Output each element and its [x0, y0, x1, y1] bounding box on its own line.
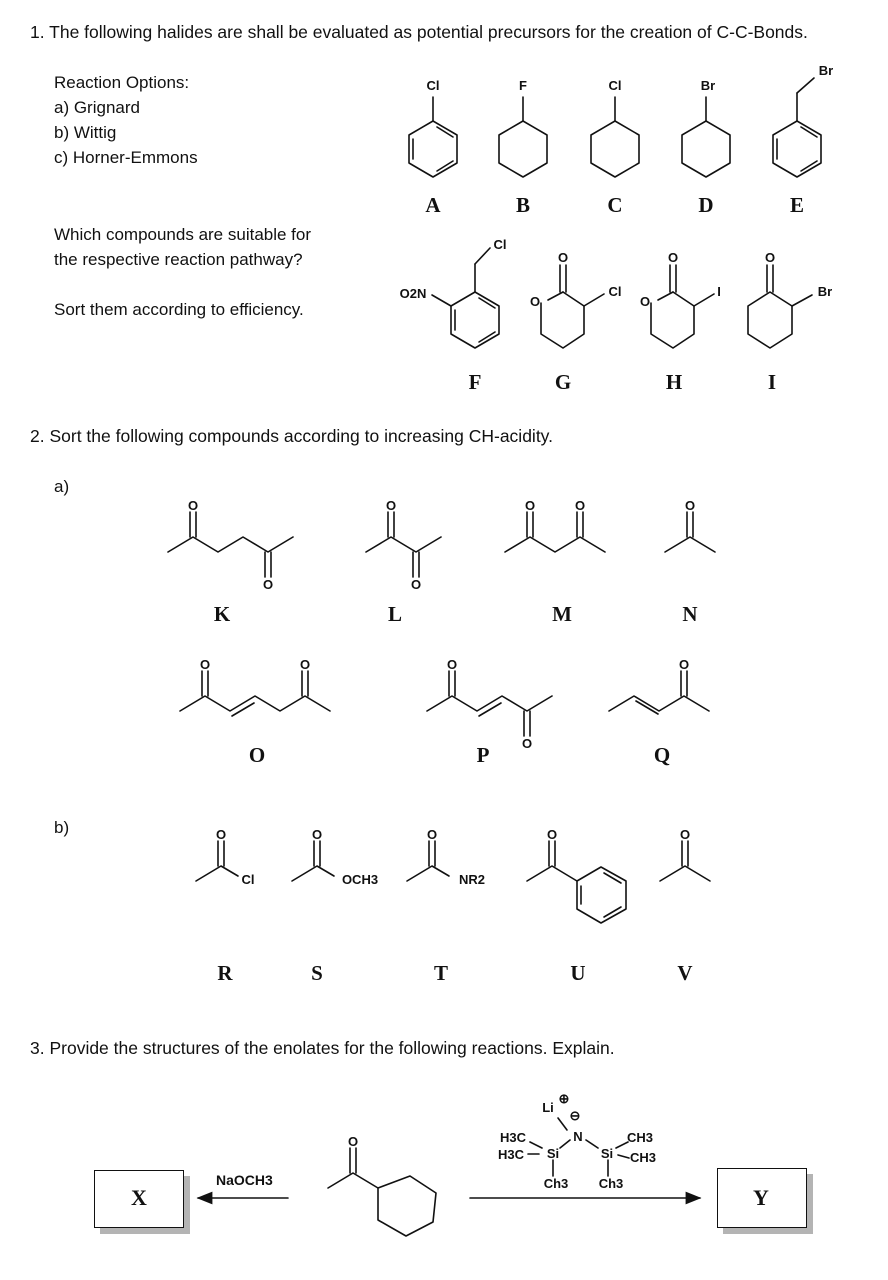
- atom-h3c-top: H3C: [499, 1130, 527, 1145]
- atom-o-g-carbonyl: O: [557, 250, 569, 265]
- atom-o2n-f: O2N: [399, 286, 427, 301]
- atom-br-d: Br: [700, 78, 716, 93]
- structure-v: [660, 841, 710, 881]
- atom-cl-r: Cl: [241, 872, 255, 887]
- label-compound-g: G: [554, 370, 572, 394]
- structure-d-bromocyclohexane: [682, 97, 730, 177]
- atom-li-plus: ⊕: [558, 1091, 570, 1106]
- atom-o-r: O: [215, 827, 227, 842]
- label-compound-o: O: [248, 743, 266, 767]
- atom-si-left: Si: [546, 1146, 560, 1161]
- label-compound-e: E: [789, 193, 805, 217]
- structure-f-nitrobenzyl-chloride: [432, 248, 499, 348]
- answer-box-y-label: Y: [753, 1185, 769, 1210]
- label-compound-m: M: [552, 602, 572, 626]
- atom-o-t: O: [426, 827, 438, 842]
- atom-f-b: F: [519, 78, 527, 93]
- structure-c-chlorocyclohexane: [591, 97, 639, 177]
- label-compound-l: L: [387, 602, 403, 626]
- structure-p: [427, 671, 552, 736]
- atom-o-p2: O: [521, 736, 533, 751]
- label-compound-h: H: [665, 370, 683, 394]
- option-wittig: b) Wittig: [54, 123, 117, 142]
- atom-ch3-lower-left: Ch3: [543, 1176, 569, 1191]
- atom-o-q: O: [678, 657, 690, 672]
- reaction-options-title: Reaction Options:: [54, 73, 190, 92]
- atom-o-h-ring: O: [639, 294, 651, 309]
- atom-h3c-bottom: H3C: [497, 1147, 525, 1162]
- atom-o-o1: O: [199, 657, 211, 672]
- sort-instruction: Sort them according to efficiency.: [54, 300, 304, 319]
- atom-n-minus: ⊖: [569, 1108, 581, 1123]
- label-compound-s: S: [311, 961, 323, 985]
- label-compound-n: N: [682, 602, 698, 626]
- atom-o-s: O: [311, 827, 323, 842]
- label-compound-a: A: [425, 193, 441, 217]
- structure-i-bromocyclohexanone: [748, 265, 812, 348]
- label-compound-i: I: [767, 370, 777, 394]
- q1-heading: 1. The following halides are shall be evaluated as potential precursors for the creation of C-C-Bonds.: [30, 22, 808, 42]
- label-compound-r: R: [217, 961, 233, 985]
- atom-o-k2: O: [262, 577, 274, 592]
- structure-cyclohexyl-methyl-ketone: [328, 1148, 436, 1236]
- atom-ch3-top: CH3: [626, 1130, 654, 1145]
- q2-heading: 2. Sort the following compounds according to increasing CH-acidity.: [30, 426, 553, 446]
- atom-nr2-t: NR2: [458, 872, 486, 887]
- structure-a-chlorobenzene: [409, 97, 457, 177]
- reagent-naoch3: NaOCH3: [216, 1172, 273, 1188]
- structure-m: [505, 512, 605, 552]
- atom-o-o2: O: [299, 657, 311, 672]
- atom-br-i: Br: [817, 284, 833, 299]
- structure-o: [180, 671, 330, 716]
- structure-s: [292, 841, 334, 881]
- structure-lihmds-bonds: [528, 1118, 629, 1176]
- atom-ch3-lower-right: Ch3: [598, 1176, 624, 1191]
- structure-g-chloro-lactone: [541, 265, 604, 348]
- part-b-label: b): [54, 818, 70, 837]
- label-compound-u: U: [570, 961, 586, 985]
- atom-o-v: O: [679, 827, 691, 842]
- q3-heading: 3. Provide the structures of the enolates for the following reactions. Explain.: [30, 1038, 615, 1058]
- label-compound-d: D: [698, 193, 714, 217]
- answer-box-x-label: X: [131, 1185, 147, 1210]
- atom-o-q3: O: [347, 1134, 359, 1149]
- label-compound-t: T: [433, 961, 449, 985]
- atom-o-n: O: [684, 498, 696, 513]
- option-horner-emmons: c) Horner-Emmons: [54, 148, 198, 167]
- label-compound-c: C: [607, 193, 623, 217]
- atom-cl-c: Cl: [608, 78, 622, 93]
- label-compound-k: K: [213, 602, 231, 626]
- atom-o-u: O: [546, 827, 558, 842]
- atom-n: N: [573, 1129, 583, 1144]
- label-compound-f: F: [468, 370, 482, 394]
- structure-e-benzyl-bromide: [773, 78, 821, 177]
- atom-cl-g: Cl: [608, 284, 622, 299]
- structure-l: [366, 512, 441, 577]
- label-compound-v: V: [677, 961, 693, 985]
- atom-si-right: Si: [600, 1146, 614, 1161]
- label-compound-p: P: [476, 743, 490, 767]
- atom-o-l2: O: [410, 577, 422, 592]
- structure-h-iodo-lactone: [651, 265, 714, 348]
- atom-cl-a: Cl: [426, 78, 440, 93]
- structure-k: [168, 512, 293, 577]
- structure-t: [407, 841, 449, 881]
- structure-n: [665, 512, 715, 552]
- atom-o-m1: O: [524, 498, 536, 513]
- atom-i-h: I: [717, 284, 721, 299]
- atom-cl-f: Cl: [493, 237, 507, 252]
- atom-o-i: O: [764, 250, 776, 265]
- option-grignard: a) Grignard: [54, 98, 140, 117]
- structure-b-fluorocyclohexane: [499, 97, 547, 177]
- atom-o-l1: O: [385, 498, 397, 513]
- atom-o-m2: O: [574, 498, 586, 513]
- structure-q: [609, 671, 709, 714]
- atom-li: Li: [542, 1100, 554, 1115]
- atom-ch3-right: CH3: [629, 1150, 657, 1165]
- atom-och3-s: OCH3: [341, 872, 379, 887]
- atom-br-e: Br: [818, 63, 834, 78]
- label-compound-q: Q: [653, 743, 671, 767]
- atom-o-g-ring: O: [529, 294, 541, 309]
- label-compound-b: B: [515, 193, 531, 217]
- structure-u: [527, 841, 626, 923]
- atom-o-p1: O: [446, 657, 458, 672]
- question-line-2: the respective reaction pathway?: [54, 250, 303, 269]
- part-a-label: a): [54, 477, 70, 496]
- atom-o-k1: O: [187, 498, 199, 513]
- structure-r: [196, 841, 238, 881]
- question-line-1: Which compounds are suitable for: [54, 225, 312, 244]
- atom-o-h-carbonyl: O: [667, 250, 679, 265]
